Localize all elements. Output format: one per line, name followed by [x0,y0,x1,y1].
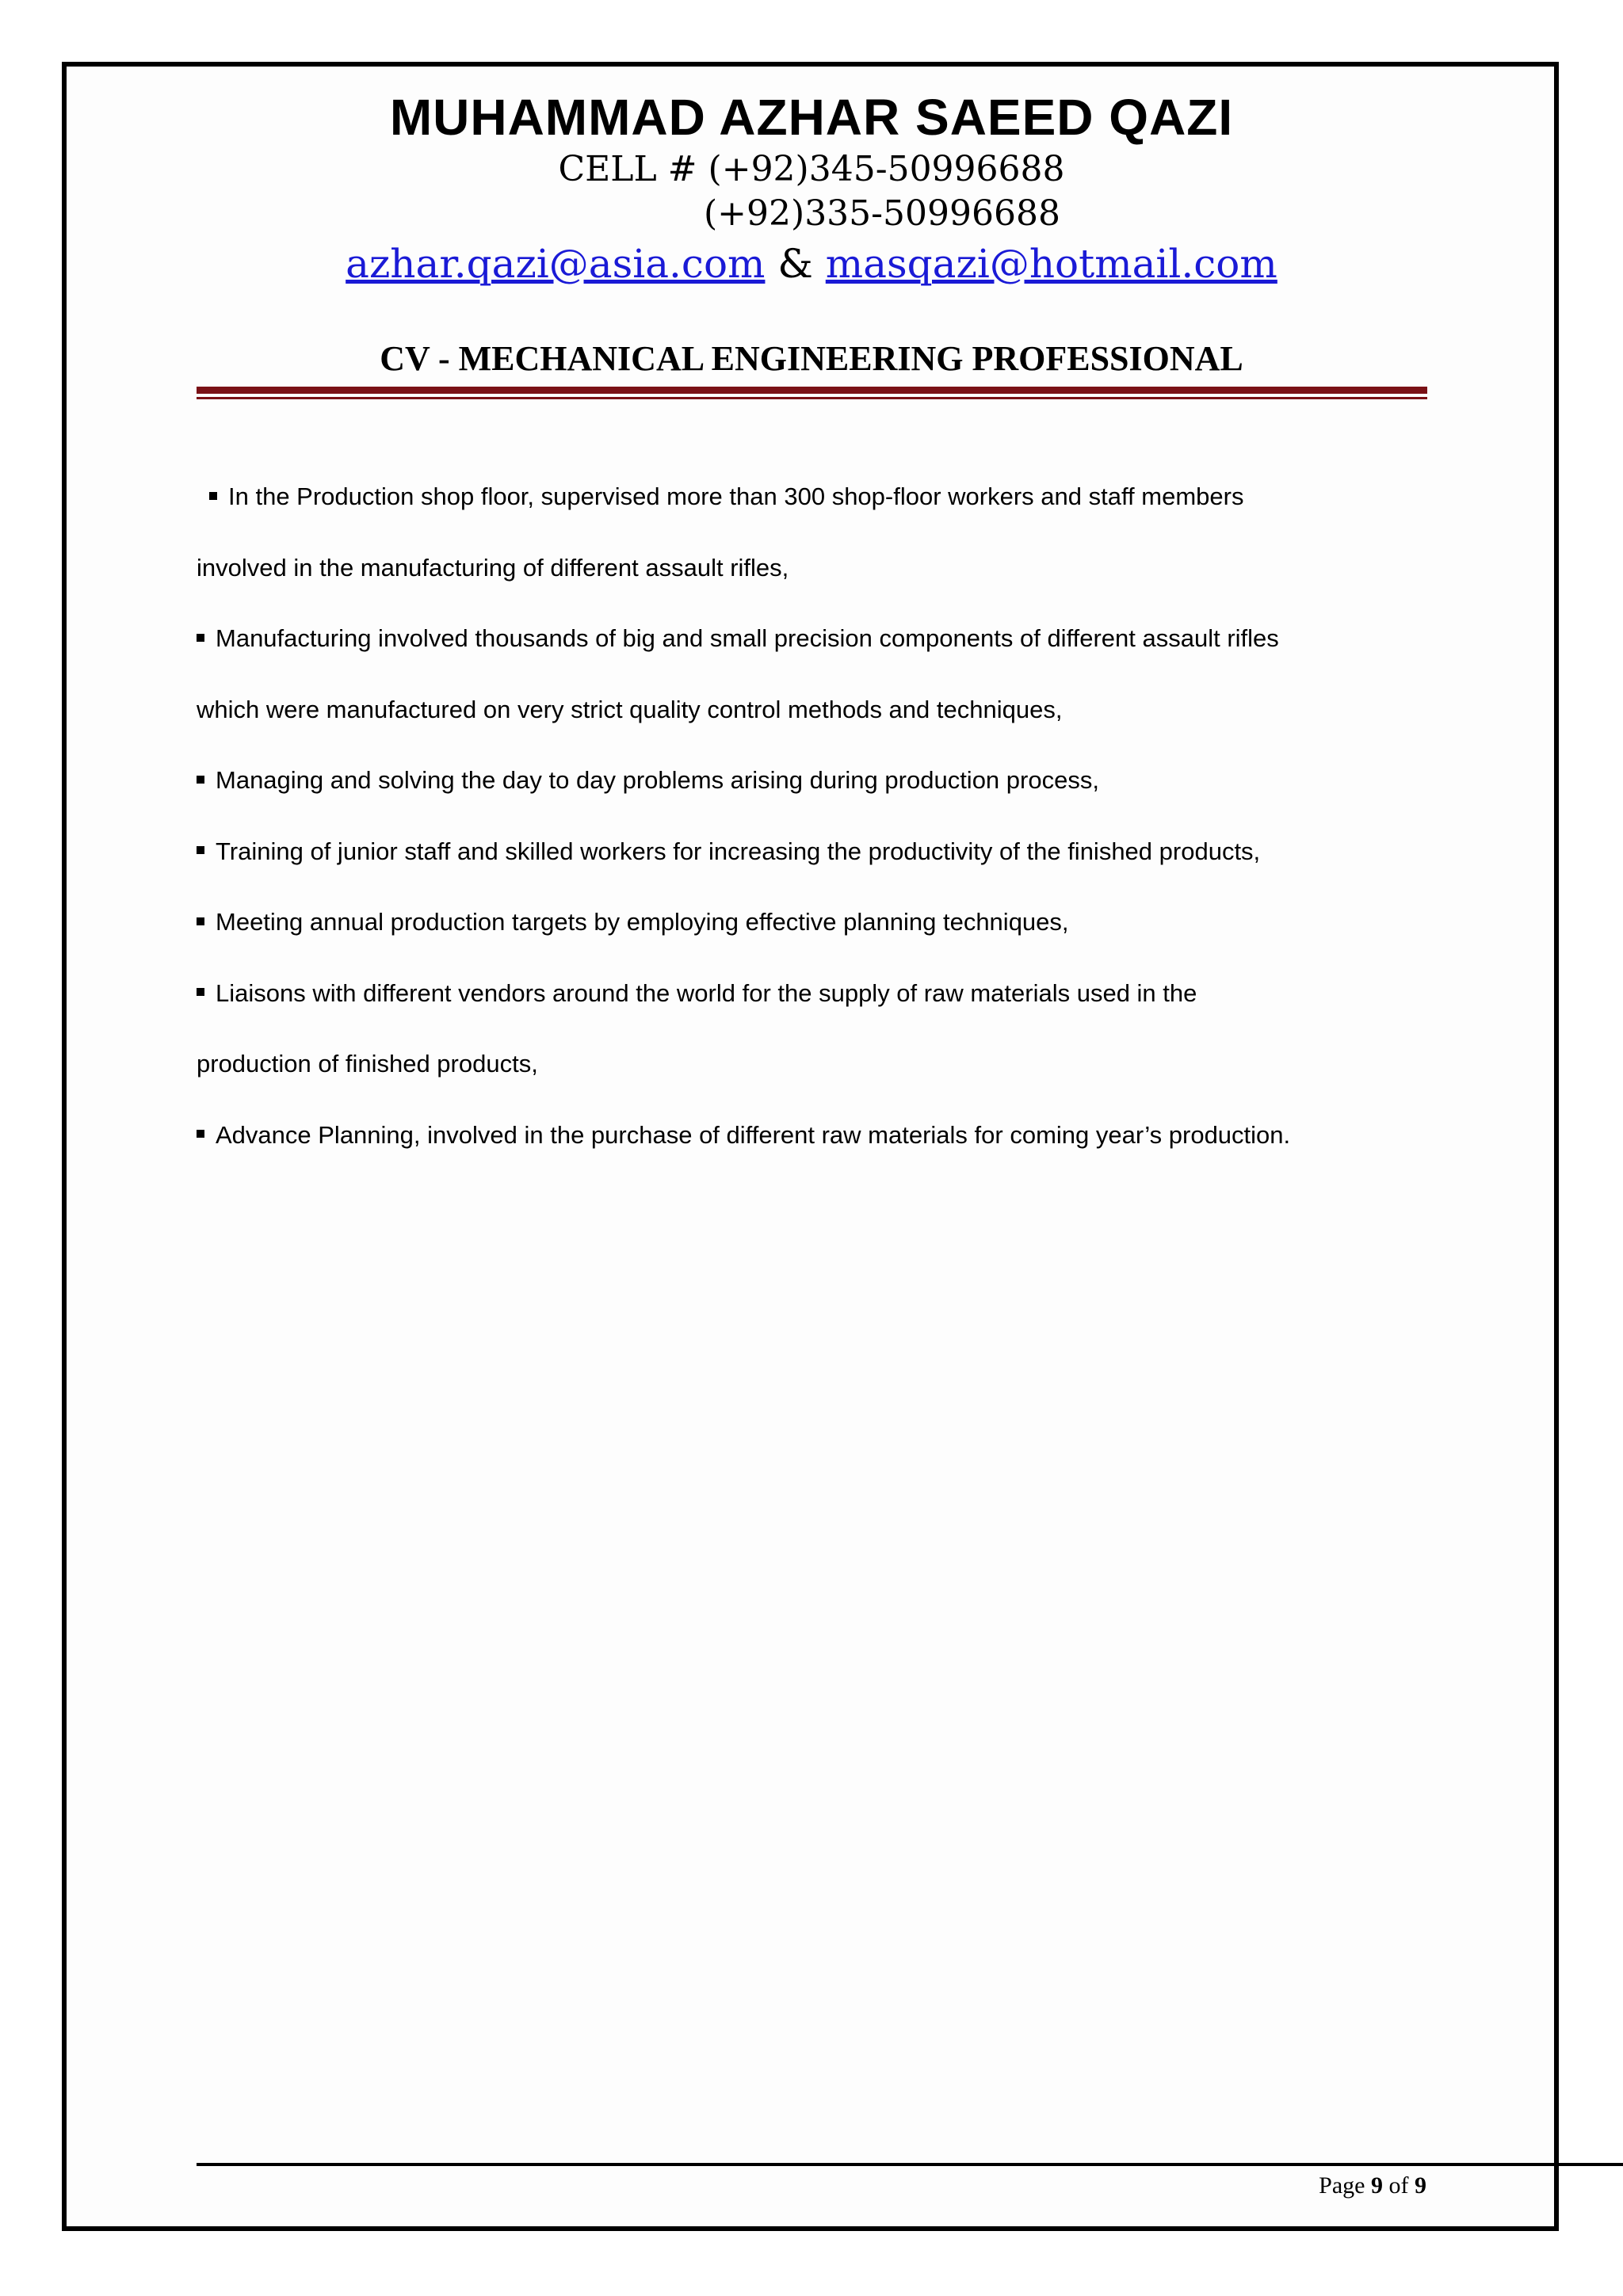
bullet-item [197,745,1433,816]
page-total: 9 [1415,2172,1426,2199]
title-rule-thick [197,387,1427,394]
title-rule-thin [197,397,1427,399]
square-bullet-icon [197,1130,204,1138]
square-bullet-icon [197,988,204,996]
bullet-continuation: involved in the manufacturing of different assault rifles, [197,553,789,582]
email-link-2[interactable]: masqazi@hotmail.com [825,241,1277,287]
bullet-item [197,1100,1433,1171]
bullet-text: Liaisons with different vendors around the world for the supply of raw materials used in the [216,978,1197,1007]
bullet-text: Training of junior staff and skilled workers for increasing the productivity of the finished products, [216,837,1261,865]
square-bullet-icon [197,846,204,854]
bullet-item [197,887,1433,958]
phone-line-2: (+92)335-50996688 [704,193,1060,234]
section-title: CV - MECHANICAL ENGINEERING PROFESSIONAL [380,339,1243,378]
phone-line-1: CELL # (+92)345-50996688 [558,149,1065,189]
email-separator: & [777,241,813,287]
bullet-item [197,816,1433,887]
bullet-item [197,958,1433,1029]
bullet-text: Managing and solving the day to day problems arising during production process, [216,766,1099,794]
bullet-item [197,603,1433,674]
email-line [0,238,1623,290]
bullet-text: Manufacturing involved thousands of big and small precision components of different assault rifles [216,624,1279,652]
page-current: 9 [1371,2172,1383,2199]
bullet-text: In the Production shop floor, supervised more than 300 shop-floor workers and staff members [228,482,1244,510]
page-of: of [1388,2172,1409,2199]
candidate-name: MUHAMMAD AZHAR SAEED QAZI [389,89,1234,146]
square-bullet-icon [197,634,204,642]
bullet-continuation: production of finished products, [197,1050,538,1077]
bullet-list [197,461,1433,1170]
square-bullet-icon [197,917,204,925]
square-bullet-icon [197,776,204,784]
page-number [1284,2171,1426,2201]
square-bullet-icon [209,492,217,500]
bullet-text: Meeting annual production targets by employing effective planning techniques, [216,908,1069,936]
bullet-continuation: which were manufactured on very strict quality control methods and techniques, [197,695,1063,723]
bullet-item [197,461,1433,532]
bullet-text: Advance Planning, involved in the purchase of different raw materials for coming year’s production. [216,1120,1291,1149]
footer-rule [197,2163,1623,2166]
email-link-1[interactable]: azhar.qazi@asia.com [346,241,766,287]
page-prefix: Page [1319,2172,1365,2199]
